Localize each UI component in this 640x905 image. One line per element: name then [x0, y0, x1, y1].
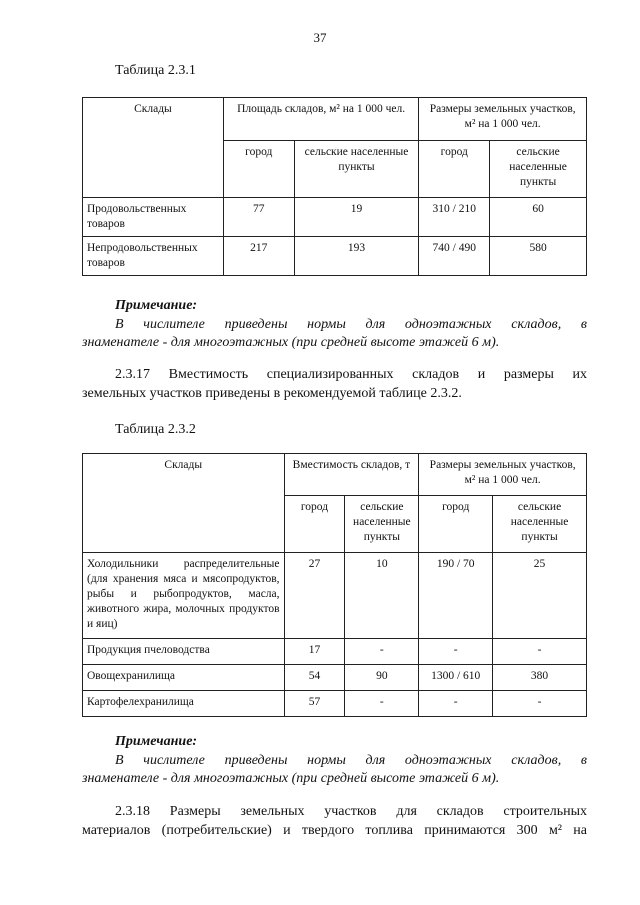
- header-city: город: [419, 496, 493, 553]
- row-name: Продукция пчеловодства: [83, 639, 285, 665]
- cell-value: -: [345, 691, 419, 717]
- header-capacity: Вместимость складов, т: [284, 454, 419, 496]
- row-name: Холодильники распределительные (для хранения мяса и мясопродуктов, рыбы и рыбопродуктов, масла, животного жира, молочных продуктов и яиц): [83, 553, 285, 639]
- header-rural: сельские населенные пункты: [493, 496, 587, 553]
- header-warehouses: Склады: [83, 454, 285, 553]
- note-text-line: знаменателе - для многоэтажных (при средней высоте этажей 6 м).: [82, 335, 500, 350]
- cell-value: 190 / 70: [419, 553, 493, 639]
- table-caption: Таблица 2.3.1: [115, 63, 196, 78]
- cell-value: -: [419, 691, 493, 717]
- table-row: [83, 691, 587, 717]
- header-plots: Размеры земельных участков, м² на 1 000 чел.: [419, 454, 587, 496]
- warehouse-capacity-table: [82, 453, 587, 717]
- paragraph-line: 2.3.18 Размеры земельных участков для складов строительных: [115, 804, 587, 819]
- header-rural: сельские населенные пункты: [490, 141, 587, 198]
- note-text-line: знаменателе - для многоэтажных (при средней высоте этажей 6 м).: [82, 771, 500, 786]
- header-city: город: [419, 141, 490, 198]
- cell-value: -: [493, 639, 587, 665]
- header-city: город: [284, 496, 345, 553]
- cell-value: 54: [284, 665, 345, 691]
- table-row: [83, 639, 587, 665]
- cell-value: 90: [345, 665, 419, 691]
- cell-value: 1300 / 610: [419, 665, 493, 691]
- table-row: [83, 198, 587, 237]
- header-rural: сельские населенные пункты: [345, 496, 419, 553]
- table-row: [83, 665, 587, 691]
- cell-value: 217: [223, 237, 294, 276]
- cell-value: -: [419, 639, 493, 665]
- header-warehouses: Склады: [83, 98, 224, 198]
- cell-value: 25: [493, 553, 587, 639]
- cell-value: 27: [284, 553, 345, 639]
- header-plots: Размеры земельных участков, м² на 1 000 чел.: [419, 98, 587, 141]
- cell-value: 17: [284, 639, 345, 665]
- note-text-line: В числителе приведены нормы для одноэтажных складов, в: [115, 317, 587, 332]
- row-name: Овощехранилища: [83, 665, 285, 691]
- header-city: город: [223, 141, 294, 198]
- cell-value: 580: [490, 237, 587, 276]
- cell-value: 77: [223, 198, 294, 237]
- note-heading: Примечание:: [115, 298, 198, 313]
- paragraph-line: материалов (потребительские) и твердого топлива принимаются 300 м² на: [82, 823, 587, 838]
- warehouse-area-table: [82, 97, 587, 276]
- cell-value: 19: [294, 198, 419, 237]
- row-name: Непродовольственных товаров: [83, 237, 224, 276]
- header-area: Площадь складов, м² на 1 000 чел.: [223, 98, 418, 141]
- cell-value: -: [493, 691, 587, 717]
- table-row: [83, 237, 587, 276]
- page-number: 37: [313, 30, 327, 45]
- row-name: Картофелехранилища: [83, 691, 285, 717]
- cell-value: 310 / 210: [419, 198, 490, 237]
- header-rural: сельские населенные пункты: [294, 141, 419, 198]
- paragraph-line: земельных участков приведены в рекомендуемой таблице 2.3.2.: [82, 386, 462, 401]
- table-caption: Таблица 2.3.2: [115, 422, 196, 437]
- cell-value: 10: [345, 553, 419, 639]
- note-text-line: В числителе приведены нормы для одноэтажных складов, в: [115, 753, 587, 768]
- cell-value: 740 / 490: [419, 237, 490, 276]
- row-name: Продовольственных товаров: [83, 198, 224, 237]
- table-row: [83, 553, 587, 639]
- paragraph-line: 2.3.17 Вместимость специализированных складов и размеры их: [115, 367, 587, 382]
- cell-value: 60: [490, 198, 587, 237]
- note-heading: Примечание:: [115, 734, 198, 749]
- cell-value: 380: [493, 665, 587, 691]
- cell-value: 57: [284, 691, 345, 717]
- cell-value: -: [345, 639, 419, 665]
- cell-value: 193: [294, 237, 419, 276]
